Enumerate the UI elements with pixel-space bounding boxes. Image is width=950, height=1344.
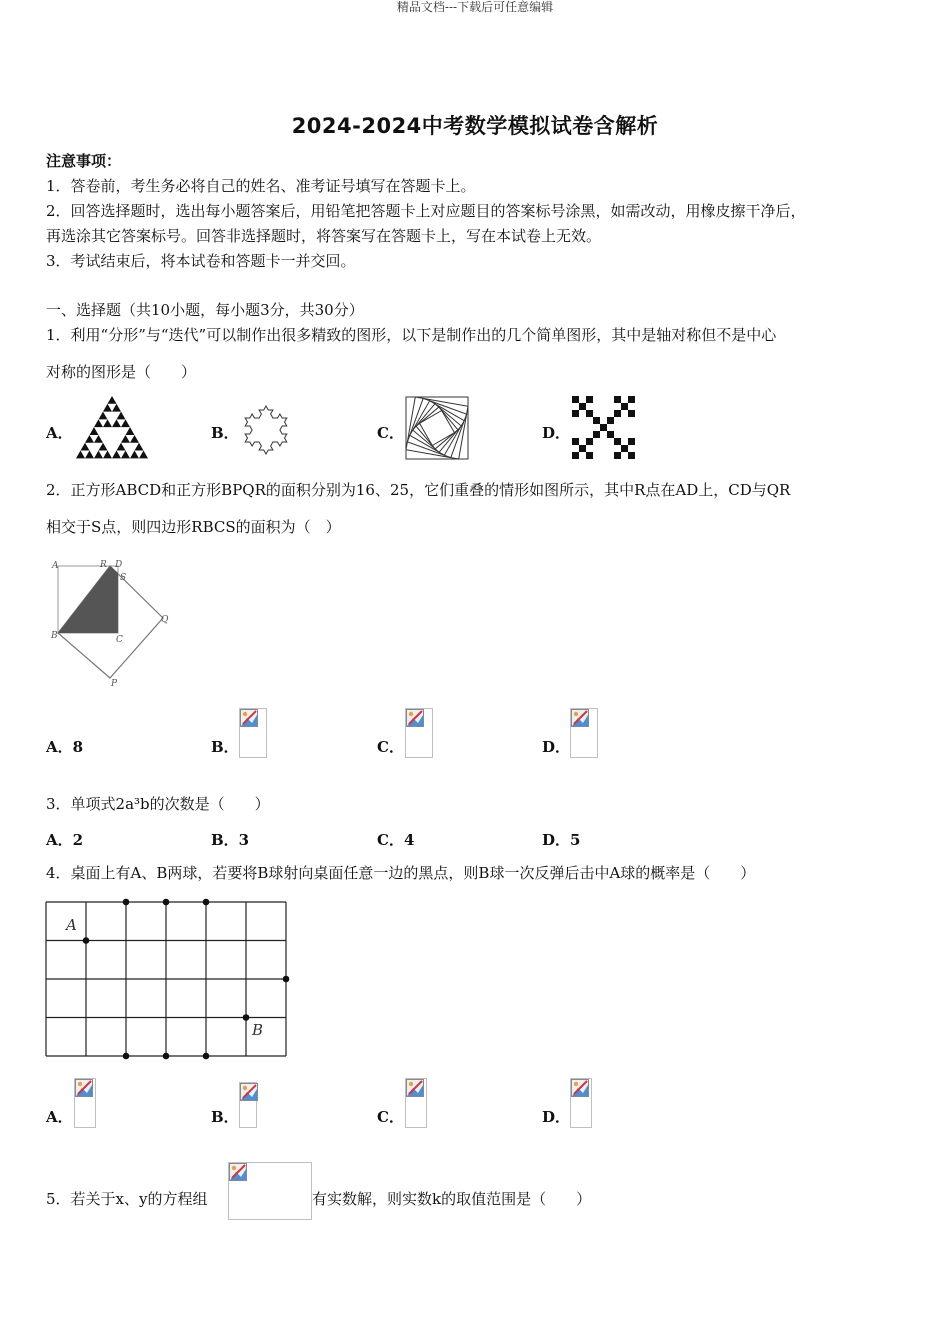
q2-option-b-label: B． — [211, 738, 239, 756]
q2-text-line2: 相交于S点，则四边形RBCS的面积为（ ） — [46, 518, 341, 536]
page-title: 2024-2024中考数学模拟试卷含解析 — [291, 114, 659, 138]
q4-billiard-grid-figure — [44, 900, 294, 1060]
q4-text: 4．桌面上有A、B两球，若要将B球射向桌面任意一边的黑点，则B球一次反弹后击中A球的概率是（ ） — [46, 864, 756, 882]
q2-option-c-label: C． — [377, 738, 404, 756]
q4-option-a-label: A． — [46, 1108, 73, 1126]
broken-image-icon — [240, 1083, 258, 1101]
q2-option-c-broken-image — [405, 708, 433, 758]
q2-text-line1: 2．正方形ABCD和正方形BPQR的面积分别为16、25，它们重叠的情形如图所示，其中R点在AD上，CD与QR — [46, 481, 791, 499]
q1-option-b-koch-snowflake-figure — [236, 398, 296, 458]
q2-option-b-broken-image — [239, 708, 267, 758]
q1-option-c-label: C． — [377, 424, 404, 442]
q4-option-c-label: C． — [377, 1108, 404, 1126]
broken-image-icon — [75, 1079, 93, 1097]
q4-option-d-label: D． — [542, 1108, 571, 1126]
ball-b-label: B — [252, 1021, 264, 1039]
q4-option-b-broken-image — [239, 1082, 257, 1128]
q4-option-c-broken-image — [405, 1078, 427, 1128]
label-s: S — [120, 573, 127, 583]
q1-option-a-sierpinski-figure — [74, 395, 150, 459]
label-a: A — [52, 561, 59, 571]
q4-option-a-broken-image — [74, 1078, 96, 1128]
section-heading: 一、选择题（共10小题，每小题3分，共30分） — [46, 301, 364, 319]
q5-text-after: 有实数解，则实数k的取值范围是（ ） — [312, 1190, 592, 1208]
broken-image-icon — [229, 1163, 247, 1181]
q4-option-d-broken-image — [570, 1078, 592, 1128]
q1-option-a-label: A． — [46, 424, 73, 442]
q1-text-line1: 1．利用“分形”与“迭代”可以制作出很多精致的图形，以下是制作出的几个简单图形，其中是轴对称但不是中心 — [46, 326, 777, 344]
q2-option-d-label: D． — [542, 738, 571, 756]
q3-option-a: A．2 — [46, 831, 84, 849]
label-r: R — [100, 560, 107, 570]
label-c: C — [116, 635, 123, 645]
q5-equation-broken-image — [228, 1162, 312, 1220]
broken-image-icon — [240, 709, 258, 727]
q2-option-d-broken-image — [570, 708, 598, 758]
q3-text: 3．单项式2a³b的次数是（ ） — [46, 795, 270, 813]
page-header: 精品文档---下载后可任意编辑 — [396, 0, 554, 14]
q1-option-c-nested-squares-figure — [405, 396, 469, 460]
label-q: Q — [161, 615, 169, 625]
q1-option-d-cross-fractal-figure — [572, 396, 635, 459]
q2-option-a: A．8 — [46, 738, 84, 756]
label-d: D — [115, 560, 123, 570]
ball-a-label: A — [66, 916, 77, 934]
broken-image-icon — [406, 1079, 424, 1097]
q4-option-b-label: B． — [211, 1108, 239, 1126]
q5-text-before: 5．若关于x、y的方程组 — [46, 1190, 208, 1208]
notice-item-2-cont: 再选涂其它答案标号。回答非选择题时，将答案写在答题卡上，写在本试卷上无效。 — [46, 227, 602, 245]
broken-image-icon — [406, 709, 424, 727]
q1-text-line2: 对称的图形是（ ） — [46, 363, 197, 381]
q3-option-d: D．5 — [542, 831, 581, 849]
notice-heading: 注意事项： — [46, 152, 122, 170]
notice-item-1: 1．答卷前，考生务必将自己的姓名、准考证号填写在答题卡上。 — [46, 177, 476, 195]
q2-squares-figure — [48, 558, 178, 688]
notice-item-3: 3．考试结束后，将本试卷和答题卡一并交回。 — [46, 252, 356, 270]
q1-option-b-label: B． — [211, 424, 239, 442]
broken-image-icon — [571, 1079, 589, 1097]
q3-option-c: C．4 — [377, 831, 415, 849]
q1-option-d-label: D． — [542, 424, 571, 442]
label-p: P — [111, 679, 118, 689]
q3-option-b: B．3 — [211, 831, 250, 849]
notice-item-2: 2．回答选择题时，选出每小题答案后，用铅笔把答题卡上对应题目的答案标号涂黑，如需改动，用橡皮擦干净后， — [46, 202, 806, 220]
broken-image-icon — [571, 709, 589, 727]
label-b: B — [51, 631, 58, 641]
quad-rbcs-shaded — [58, 566, 118, 633]
